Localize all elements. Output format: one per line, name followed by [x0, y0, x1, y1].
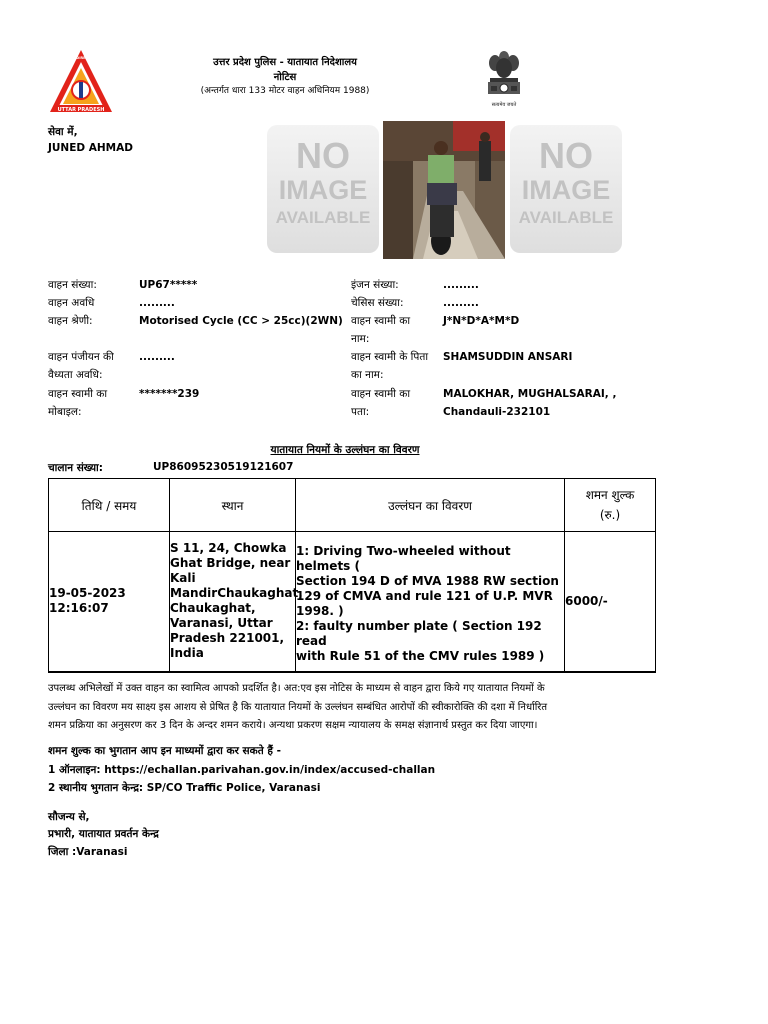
place-line: Varanasi, Uttar: [170, 616, 273, 631]
cell-fine: 6000/-: [565, 532, 656, 672]
challan-number-label: चालान संख्या:: [48, 462, 103, 474]
details-line: 129 of CMVA and rule 121 of U.P. MVR: [296, 589, 553, 604]
no-image-placeholder-right: [510, 125, 622, 253]
notice-paragraph: [48, 680, 658, 736]
placeholder-no: NO: [539, 135, 593, 176]
violation-date: 19-05-2023: [49, 586, 126, 601]
notice-line: उपलब्ध अभिलेखों में उक्त वाहन का स्वामित्व आपको प्रदर्शित है। अत:एव इस नोटिस के माध्यम से वाहन द्वारा किये गए यातायात नियमों के: [48, 683, 545, 694]
challan-number-value: UP86095230519121607: [153, 461, 294, 473]
vehicle-period-label: वाहन अवधि: [48, 297, 95, 309]
owner-mobile-label-1: वाहन स्वामी का: [48, 388, 108, 400]
national-emblem: [484, 48, 524, 114]
table-header-row: [49, 479, 656, 532]
place-line: Pradesh 221001,: [170, 631, 285, 646]
col-header-date-time: तिथि / समय: [49, 479, 170, 532]
col-header-fine-l2: (रु.): [599, 508, 621, 522]
courtesy: सौजन्य से,: [48, 811, 90, 823]
details-line: Section 194 D of MVA 1988 RW section: [296, 574, 559, 589]
payment-heading: शमन शुल्क का भुगतान आप इन माध्यमों द्वारा कर सकते हैं -: [48, 745, 281, 757]
logo-bottom-text: UTTAR PRADESH: [57, 107, 105, 113]
owner-name-label-1: वाहन स्वामी का: [351, 315, 411, 327]
notice-title: नोटिस: [273, 72, 297, 83]
vehicle-number-label: वाहन संख्या:: [48, 279, 97, 291]
place-line: Chaukaghat,: [170, 601, 256, 616]
col-header-place: स्थान: [170, 479, 296, 532]
chassis-number-value: .........: [443, 297, 479, 309]
department-title: उत्तर प्रदेश पुलिस - यातायात निदेशालय: [213, 57, 357, 68]
owner-name-value: J*N*D*A*M*D: [443, 315, 520, 327]
owner-address-label-2: पता:: [351, 406, 370, 418]
payment-local-center: 2 स्थानीय भुगतान केन्द्र: SP/CO Traffic Police, Varanasi: [48, 782, 321, 794]
table-row: [49, 532, 656, 672]
details-line: 2: faulty number plate ( Section 192 read: [296, 619, 542, 649]
traffic-directorate-logo: [48, 48, 114, 116]
chassis-number-label: चेसिस संख्या:: [351, 297, 404, 309]
details-line: 1: Driving Two-wheeled without helmets (: [296, 544, 511, 574]
owner-mobile-value: *******239: [139, 388, 200, 400]
vehicle-class-label: वाहन श्रेणी:: [48, 315, 93, 327]
notice-line: उल्लंघन का विवरण मय साक्ष्य इस आशय से प्रेषित है कि यातायात नियमों के उल्लंघन सम्बंधित आरोपों की स्वीकारोक्ति की दशा में निर्धारित: [48, 701, 548, 713]
placeholder-available: AVAILABLE: [275, 208, 371, 227]
owner-father-value: SHAMSUDDIN ANSARI: [443, 351, 573, 363]
col-header-fine-l1: शमन शुल्क: [585, 488, 635, 502]
place-line: MandirChaukaghat,: [170, 586, 303, 601]
owner-name-label-2: नाम:: [351, 333, 370, 345]
registration-validity-value: .........: [139, 351, 175, 363]
placeholder-no: NO: [296, 135, 350, 176]
placeholder-image: IMAGE: [278, 175, 368, 205]
violation-section-title: यातायात नियमों के उल्लंघन का विवरण: [270, 444, 420, 456]
notice-section: (अन्तर्गत धारा 133 मोटर वाहन अधिनियम 1988): [200, 86, 370, 96]
owner-father-label-2: का नाम:: [351, 369, 384, 381]
placeholder-image: IMAGE: [521, 175, 611, 205]
col-header-details: उल्लंघन का विवरण: [296, 479, 565, 532]
cell-details: [296, 532, 565, 672]
engine-number-value: .........: [443, 279, 479, 291]
no-image-placeholder-left: [267, 125, 379, 253]
place-line: Kali: [170, 571, 196, 586]
violation-table: [48, 478, 656, 673]
place-line: Ghat Bridge, near: [170, 556, 291, 571]
logo-top-text: TRAFFIC DIRECTORATE: [59, 56, 103, 60]
owner-address-label-1: वाहन स्वामी का: [351, 388, 411, 400]
place-line: India: [170, 646, 204, 661]
owner-father-label-1: वाहन स्वामी के पिता: [351, 351, 429, 363]
cell-date-time: [49, 532, 170, 672]
placeholder-available: AVAILABLE: [518, 208, 614, 227]
place-line: S 11, 24, Chowka: [170, 541, 287, 556]
owner-address-line-1: MALOKHAR, MUGHALSARAI, ,: [443, 388, 617, 400]
owner-mobile-label-2: मोबाइल:: [48, 406, 82, 418]
salutation: सेवा में,: [48, 126, 78, 138]
violation-time: 12:16:07: [49, 601, 109, 616]
notice-line: शमन प्रक्रिया का अनुसरण कर 3 दिन के अन्दर शमन कराये। अन्यथा प्रकरण सक्षम न्यायालय के समक्ष संज्ञानार्थ प्रस्तुत कर दिया जाएगा।: [48, 720, 538, 731]
vehicle-number-value: UP67*****: [139, 279, 198, 291]
recipient-name: JUNED AHMAD: [48, 142, 133, 154]
violation-photo: [383, 121, 505, 259]
details-line: 1998. ): [296, 604, 344, 619]
engine-number-label: इंजन संख्या:: [351, 279, 399, 291]
payment-online[interactable]: 1 ऑनलाइन: https://echallan.parivahan.gov.in/index/accused-challan: [48, 764, 436, 776]
vehicle-class-value: Motorised Cycle (CC > 25cc)(2WN): [139, 315, 343, 327]
emblem-caption: सत्यमेव जयते: [491, 102, 517, 108]
district: जिला :Varanasi: [48, 846, 128, 858]
registration-validity-label-1: वाहन पंजीयन की: [48, 351, 114, 363]
officer-title: प्रभारी, यातायात प्रवर्तन केन्द्र: [48, 828, 159, 840]
col-header-fine: [565, 479, 656, 532]
owner-address-line-2: Chandauli-232101: [443, 406, 551, 418]
vehicle-period-value: .........: [139, 297, 175, 309]
details-line: with Rule 51 of the CMV rules 1989 ): [296, 649, 545, 664]
registration-validity-label-2: वैध्यता अवधि:: [48, 369, 103, 381]
cell-place: [170, 532, 303, 672]
